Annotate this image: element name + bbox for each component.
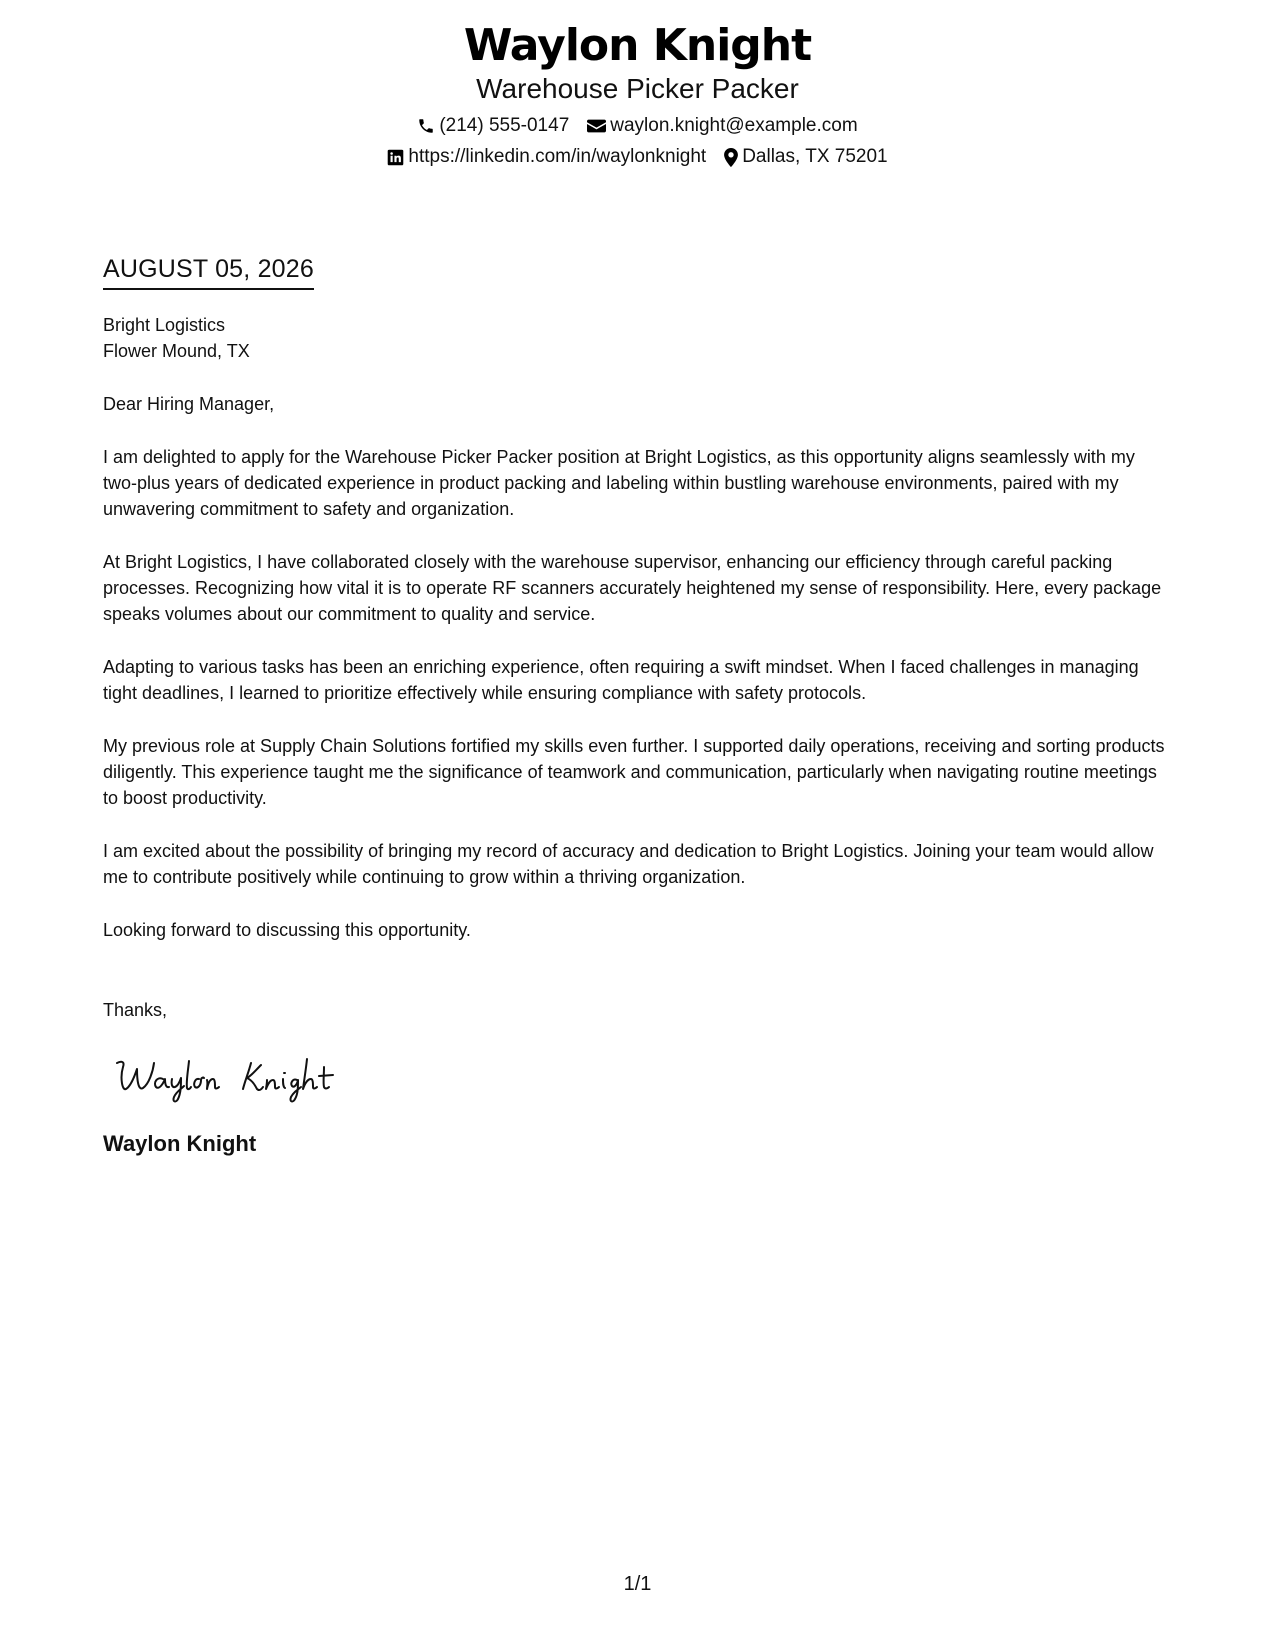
body-paragraph: I am delighted to apply for the Warehouse Picker Packer position at Bright Logistics, as this opportunity aligns seamlessly with my two-plus years of dedicated experience in product packing and labeling within bustling warehouse environments, paired with my unwavering commitment to safety and organization. <box>103 447 1135 519</box>
closing: Thanks, <box>103 1000 168 1020</box>
contact-row-1 <box>0 114 1275 138</box>
page-number: 1/1 <box>623 1573 652 1595</box>
letter-body <box>103 254 1173 1158</box>
letter-date: AUGUST 05, 2026 <box>103 254 314 290</box>
body-paragraph: My previous role at Supply Chain Solutions fortified my skills even further. I supported daily operations, receiving and sorting products diligently. This experience taught me the significance of teamwork and communication, particularly when navigating routine meetings to boost productivity. <box>103 736 1165 808</box>
signer-name: Waylon Knight <box>103 1131 257 1156</box>
recipient-location: Flower Mound, TX <box>103 341 250 361</box>
contact-phone <box>417 114 569 138</box>
handwritten-signature <box>111 1049 1173 1112</box>
body-paragraph: I am excited about the possibility of bringing my record of accuracy and dedication to Bright Logistics. Joining your team would allow me to contribute positively while continuing to grow within a thriving organization. <box>103 841 1154 887</box>
contact-email <box>587 114 857 138</box>
recipient-company: Bright Logistics <box>103 315 226 335</box>
phone-number: (214) 555-0147 <box>439 115 570 136</box>
linkedin-icon <box>387 149 404 166</box>
contact-row-2 <box>0 145 1275 169</box>
letter-header <box>0 18 1275 169</box>
phone-icon <box>417 117 435 135</box>
salutation: Dear Hiring Manager, <box>103 394 275 414</box>
body-paragraph: At Bright Logistics, I have collaborated closely with the warehouse supervisor, enhancing our efficiency through careful packing processes. Recognizing how vital it is to operate RF scanners accurately heightened my sense of responsibility. Here, every package speaks volumes about our commitment to quality and service. <box>103 552 1162 624</box>
envelope-icon <box>587 118 606 134</box>
body-paragraph: Adapting to various tasks has been an enriching experience, often requiring a swift mindset. When I faced challenges in managing tight deadlines, I learned to prioritize effectively while ensuring compliance with safety protocols. <box>103 657 1139 703</box>
contact-linkedin <box>387 145 706 169</box>
body-paragraph: Looking forward to discussing this opportunity. <box>103 920 471 940</box>
email-address: waylon.knight@example.com <box>610 115 858 136</box>
recipient-block <box>103 312 1173 364</box>
sender-job-title: Warehouse Picker Packer <box>476 73 799 104</box>
contact-location <box>724 145 887 169</box>
location-text: Dallas, TX 75201 <box>742 146 888 167</box>
sender-name: Waylon Knight <box>463 20 812 71</box>
map-pin-icon <box>724 148 738 167</box>
linkedin-url[interactable]: https://linkedin.com/in/waylonknight <box>408 146 707 167</box>
